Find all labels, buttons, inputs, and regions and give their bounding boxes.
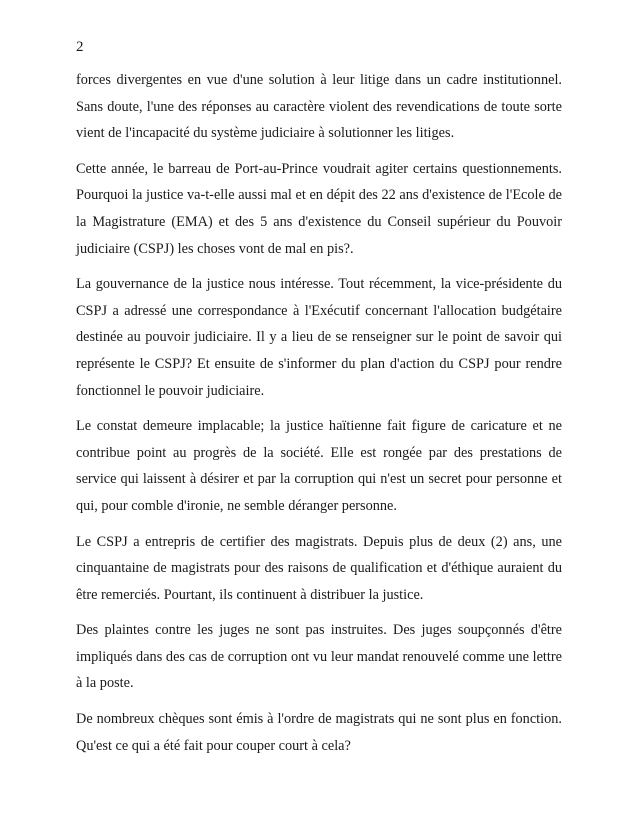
paragraph-7: De nombreux chèques sont émis à l'ordre de magistrats qui ne sont plus en fonction. Qu'est ce qui a été fait pour couper court à cela? (76, 711, 562, 754)
paragraph-3: La gouvernance de la justice nous intéresse. Tout récemment, la vice-présidente du CSPJ a adressé une correspondance à l'Exécutif concernant l'allocation budgétaire destinée au pouvoir judiciaire. Il y a lieu de se renseigner sur le point de savoir qui représente le CSPJ? Et ensuite de s'informer du plan d'action du CSPJ pour rendre fonctionnel le pouvoir judiciaire. (76, 276, 562, 399)
page-number: 2 (76, 39, 84, 55)
paragraph-2: Cette année, le barreau de Port-au-Prince voudrait agiter certains questionnements. Pourquoi la justice va-t-elle aussi mal et en dépit des 22 ans d'existence de l'Ecole de la Magistrature (EMA) et des 5 ans d'existence du Conseil supérieur du Pouvoir judiciaire (CSPJ) les choses vont de mal en pis?. (76, 160, 562, 257)
paragraph-5: Le CSPJ a entrepris de certifier des magistrats. Depuis plus de deux (2) ans, une cinquantaine de magistrats pour des raisons de qualification et d'éthique auraient du être remerciés. Pourtant, ils continuent à distribuer la justice. (76, 533, 562, 603)
paragraph-4: Le constat demeure implacable; la justice haïtienne fait figure de caricature et ne contribue point au progrès de la société. Elle est rongée par des prestations de service qui laissent à désirer et par la corruption qui n'est un secret pour personne et qui, pour comble d'ironie, ne semble déranger personne. (76, 418, 562, 514)
paragraph-1: forces divergentes en vue d'une solution à leur litige dans un cadre institutionnel. Sans doute, l'une des réponses au caractère violent des revendications de toute sorte vient de l'incapacité du système judiciaire à solutionner les litiges. (76, 72, 562, 142)
paragraph-6: Des plaintes contre les juges ne sont pas instruites. Des juges soupçonnés d'être impliqués dans des cas de corruption ont vu leur mandat renouvelé comme une lettre à la poste. (76, 622, 562, 692)
